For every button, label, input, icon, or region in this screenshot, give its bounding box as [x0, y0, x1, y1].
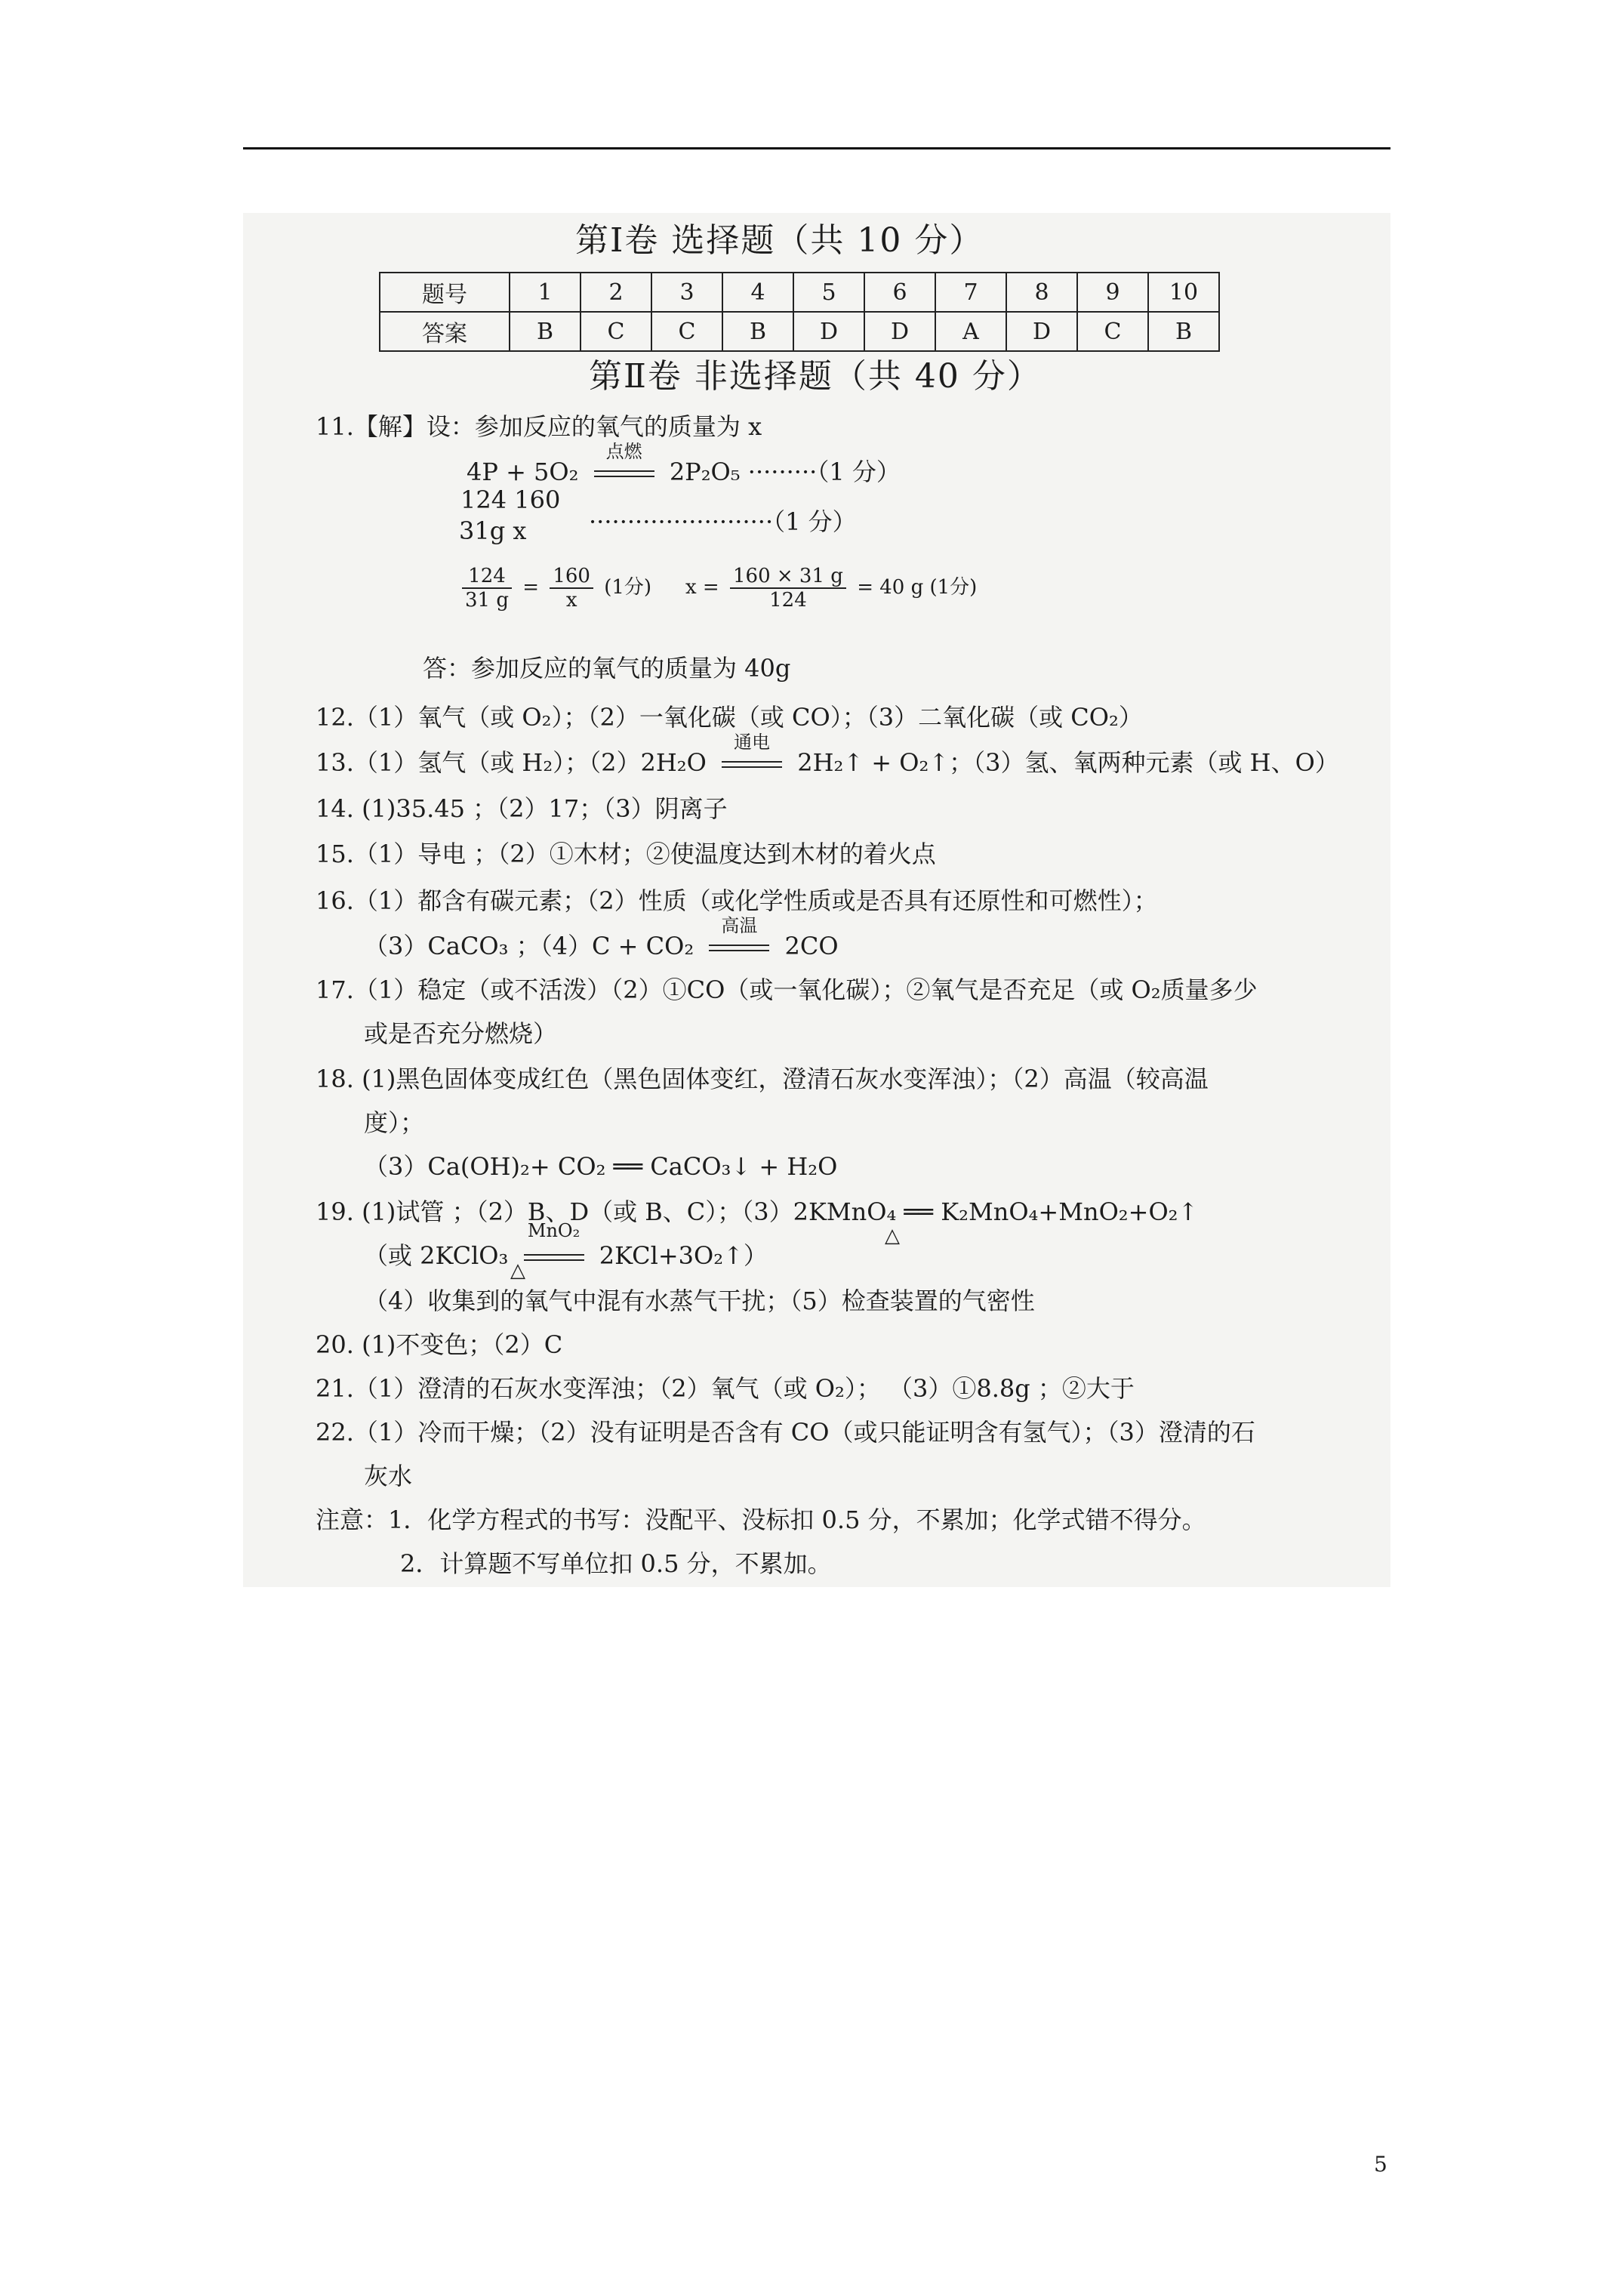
- table-row-answers: [380, 312, 1219, 351]
- q11-ratio: $\frac{124}{31 g}$ = $\frac{160}{x}$ (1分): [457, 565, 651, 612]
- reaction-arrow: [722, 732, 782, 777]
- q19-delta: △: [885, 1225, 900, 1247]
- condition-label: 高温: [721, 915, 758, 936]
- q19-line1: 19. (1)试管 ；（2）B、D（或 B、C）；（3）2KMnO₄ ══ K₂MnO₄+MnO₂+O₂↑: [316, 1197, 1199, 1226]
- q18-line1: 18. (1)黑色固体变成红色（黑色固体变红，澄清石灰水变浑浊）；（2）高温（较高温: [316, 1065, 1209, 1093]
- q19-line3: （4）收集到的氧气中混有水蒸气干扰；（5）检查装置的气密性: [364, 1287, 1035, 1315]
- fraction: $\frac{160}{x}$: [550, 565, 593, 612]
- table-cell: B: [510, 312, 581, 351]
- table-row-numbers: [380, 273, 1219, 312]
- page-number: 5: [1374, 2152, 1387, 2177]
- q11-head: 11.【解】设：参加反应的氧气的质量为 x: [316, 412, 762, 441]
- reaction-arrow: [709, 915, 769, 960]
- table-cell: 8: [1006, 273, 1077, 312]
- fraction: $\frac{124}{31 g}$: [462, 565, 512, 612]
- q12: 12.（1）氧气（或 O₂）；（2）一氧化碳（或 CO）；（3）二氧化碳（或 CO₂）: [316, 703, 1143, 732]
- table-cell: 5: [793, 273, 864, 312]
- header-rule: [243, 147, 1390, 149]
- q22-line2: 灰水: [364, 1462, 413, 1490]
- table-cell: D: [793, 312, 864, 351]
- q11-answer: 答：参加反应的氧气的质量为 40g: [423, 654, 791, 683]
- table-cell: B: [1148, 312, 1219, 351]
- table-cell: A: [935, 312, 1006, 351]
- answer-table: [379, 272, 1220, 352]
- q21: 21.（1）澄清的石灰水变浑浊；（2）氧气（或 O₂）； （3）①8.8g ；②大于: [316, 1374, 1135, 1403]
- table-cell: C: [581, 312, 651, 351]
- q19-line2: （或 2KClO₃ MnO₂ 2KCl+3O₂↑）: [364, 1220, 768, 1270]
- q11-equation: [467, 441, 901, 488]
- q14: 14. (1)35.45 ；（2）17；（3）阴离子: [316, 794, 728, 823]
- table-cell: D: [864, 312, 935, 351]
- note-line2: 2．计算题不写单位扣 0.5 分，不累加。: [400, 1549, 832, 1578]
- q16-line1: 16.（1）都含有碳元素；（2）性质（或化学性质或是否具有还原性和可燃性）；: [316, 886, 1158, 915]
- row-header-answer: 答案: [380, 312, 510, 351]
- q17-line1: 17.（1）稳定（或不活泼）（2）①CO（或一氧化碳）；②氧气是否充足（或 O₂质量多少: [316, 975, 1258, 1004]
- q17-line2: 或是否充分燃烧）: [364, 1019, 558, 1048]
- part2-title: 第Ⅱ卷 非选择题（共 40 分）: [589, 357, 1042, 396]
- table-cell: 4: [722, 273, 793, 312]
- q16-line2: （3）CaCO₃ ；（4）C + CO₂ 高温 2CO: [364, 927, 839, 962]
- reaction-arrow: [524, 1220, 584, 1270]
- table-cell: 3: [651, 273, 722, 312]
- q13: 13.（1）氢气（或 H₂）；（2）2H₂O 通电 2H₂↑ + O₂↑；（3）氢、氧两种元素（或 H、O）: [316, 744, 1339, 778]
- table-cell: 2: [581, 273, 651, 312]
- condition-label: 通电: [734, 732, 771, 753]
- q18-line2: 度）；: [364, 1108, 425, 1137]
- points-label: (1分): [604, 576, 652, 599]
- q11-given-dots: ························（1 分）: [589, 507, 857, 536]
- table-cell: 1: [510, 273, 581, 312]
- q11-mass-line: 124 160: [460, 485, 561, 514]
- condition-label: MnO₂: [527, 1220, 581, 1241]
- condition-label: 点燃: [605, 441, 642, 462]
- q20: 20. (1)不变色；（2）C: [316, 1330, 563, 1359]
- q11-eq-left: 4P + 5O₂: [467, 458, 579, 486]
- reaction-arrow: [594, 441, 654, 486]
- table-cell: 6: [864, 273, 935, 312]
- table-cell: 10: [1148, 273, 1219, 312]
- q18-line3: （3）Ca(OH)₂+ CO₂ ══ CaCO₃↓ + H₂O: [364, 1152, 838, 1181]
- q11-solve: x = $\frac{160 \times 31 g}{124}$ = 40 g (1分): [685, 565, 978, 612]
- part1-title: 第Ⅰ卷 选择题（共 10 分）: [575, 221, 984, 260]
- table-cell: B: [722, 312, 793, 351]
- q15: 15.（1）导电 ；（2）①木材；②使温度达到木材的着火点: [316, 840, 936, 868]
- table-cell: C: [1077, 312, 1148, 351]
- table-cell: 9: [1077, 273, 1148, 312]
- row-header-number: 题号: [380, 273, 510, 312]
- table-cell: D: [1006, 312, 1077, 351]
- q11-given-line: 31g x: [459, 516, 527, 545]
- q11-eq-right: 2P₂O₅ ·········（1 分）: [669, 458, 901, 486]
- table-cell: 7: [935, 273, 1006, 312]
- q22-line1: 22.（1）冷而干燥；（2）没有证明是否含有 CO（或只能证明含有氢气）；（3）澄清的石: [316, 1418, 1255, 1447]
- table-cell: C: [651, 312, 722, 351]
- note-line1: 注意：1．化学方程式的书写：没配平、没标扣 0.5 分，不累加；化学式错不得分。: [316, 1505, 1206, 1534]
- q19-delta-2: △: [510, 1259, 525, 1282]
- fraction: $\frac{160 \times 31 g}{124}$: [730, 565, 846, 612]
